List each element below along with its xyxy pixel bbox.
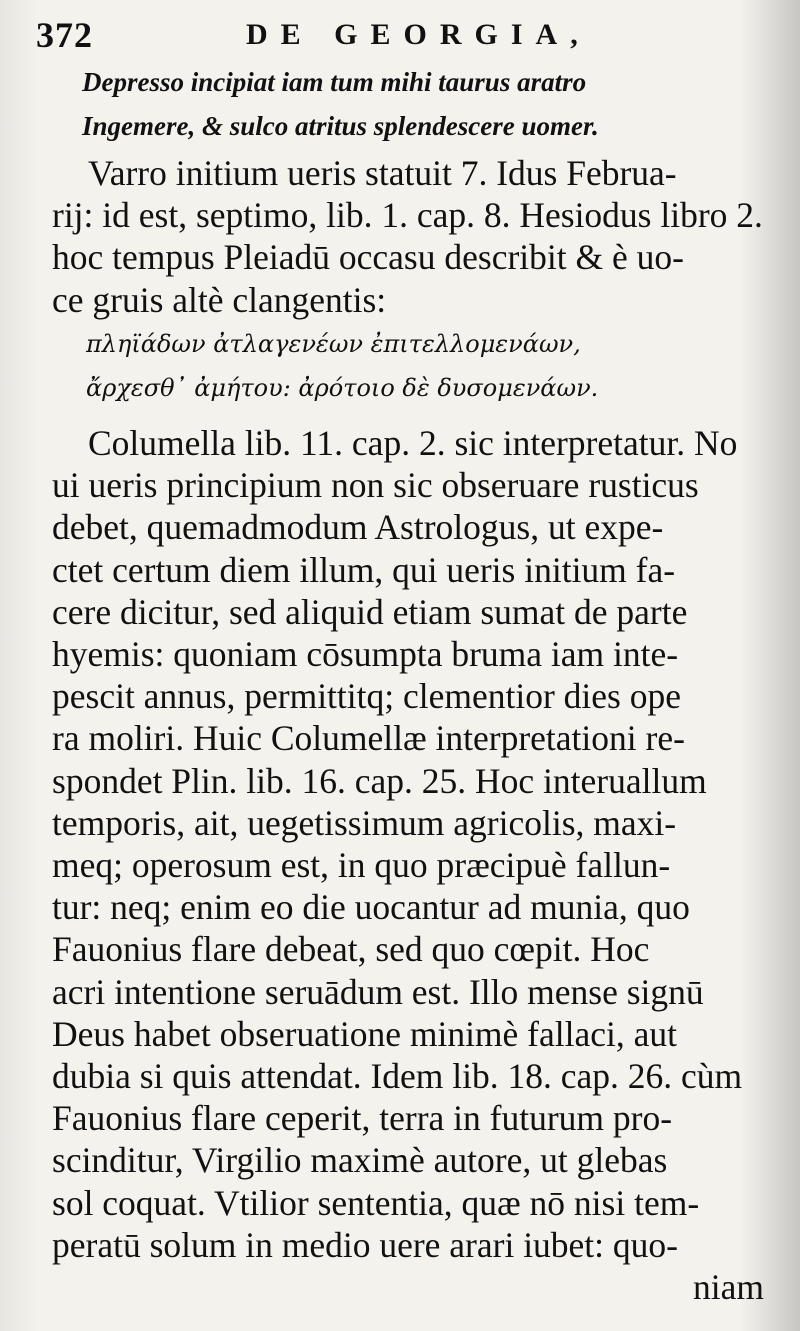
text-line: dubia si quis attendat. Idem lib. 18. cap. 26. cùm	[52, 1056, 743, 1097]
page-header	[36, 12, 736, 58]
text-line: sol coquat. Vtilior sententia, quæ nō nisi tem-	[52, 1182, 700, 1223]
greek-line: πληϊάδων ἀτλαγενέων ἐπιτελλομενάων,	[86, 330, 581, 358]
text-line: peratū solum in medio uere arari iubet: quo-	[52, 1224, 678, 1265]
text-line: meq; operosum est, in quo præcipuè fallun-	[52, 845, 671, 886]
text-line: Fauonius flare ceperit, terra in futurum pro-	[52, 1098, 673, 1139]
text-line: rij: id est, septimo, lib. 1. cap. 8. Hesiodus libro 2.	[52, 195, 763, 236]
text-line: cere dicitur, sed aliquid etiam sumat de parte	[52, 591, 688, 632]
paragraph-varro	[52, 152, 764, 321]
text-line: Varro initium ueris statuit 7. Idus Februa-	[88, 153, 677, 193]
text-line: debet, quemadmodum Astrologus, ut expe-	[52, 507, 664, 548]
running-head: DE GEORGIA,	[246, 18, 591, 51]
verse-quotation	[82, 60, 722, 148]
text-line: ce gruis altè clangentis:	[52, 279, 387, 320]
text-line: ctet certum diem illum, qui ueris initium fa-	[52, 549, 676, 590]
text-line: acri intentione seruādum est. Illo mense signū	[52, 971, 704, 1012]
text-line: hoc tempus Pleiadū occasu describit & è uo-	[52, 237, 684, 278]
text-line: ra moliri. Huic Columellæ interpretationi re-	[52, 718, 685, 759]
catchword: niam	[693, 1267, 764, 1308]
greek-quotation	[86, 322, 726, 410]
greek-line: ἄρχεσθ᾽ ἀμήτου: ἀρότοιο δὲ δυσομενάων.	[86, 374, 599, 402]
verse-line: Ingemere, & sulco atritus splendescere uomer.	[82, 111, 599, 141]
text-line: temporis, ait, uegetissimum agricolis, maxi-	[52, 802, 677, 843]
verse-line: Depresso incipiat iam tum mihi taurus aratro	[82, 67, 587, 97]
text-line: Deus habet obseruatione minimè fallaci, aut	[52, 1013, 677, 1054]
text-line: hyemis: quoniam cōsumpta bruma iam inte-	[52, 634, 679, 675]
text-line: scinditur, Virgilio maximè autore, ut glebas	[52, 1140, 668, 1181]
text-line: spondet Plin. lib. 16. cap. 25. Hoc interuallum	[52, 760, 707, 801]
text-line: Fauonius flare debeat, sed quo cœpit. Hoc	[52, 929, 650, 970]
paragraph-columella	[52, 422, 764, 1308]
text-line: tur: neq; enim eo die uocantur ad munia, quo	[52, 887, 690, 928]
page-number: 372	[36, 15, 93, 55]
text-line: ui ueris principium non sic obseruare rusticus	[52, 465, 699, 506]
text-line: pescit annus, permittitq; clementior dies ope	[52, 676, 681, 717]
text-line: Columella lib. 11. cap. 2. sic interpretatur. No	[88, 423, 738, 463]
